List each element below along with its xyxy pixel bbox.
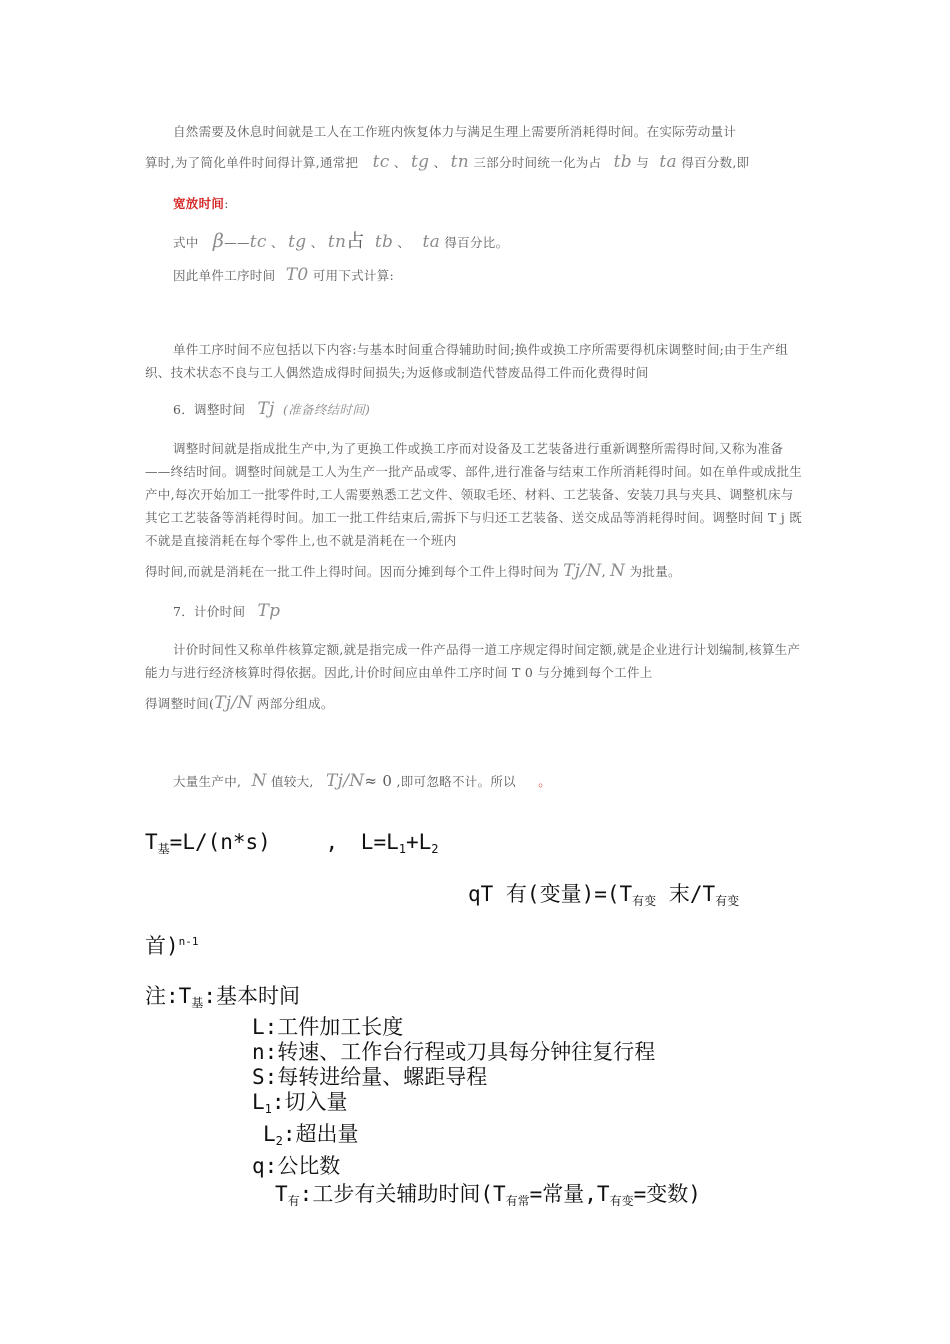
note-text: :超出量 xyxy=(282,1122,359,1146)
section-title: 7．计价时间 xyxy=(173,604,246,619)
text: 值较大, xyxy=(271,774,314,789)
paragraph-line xyxy=(145,151,805,174)
formula-sub: 有变 xyxy=(715,894,740,908)
formula-text: qT 有(变量)=(T xyxy=(468,882,633,906)
note-text: :基本时间 xyxy=(203,984,300,1008)
symbol-tg: tg xyxy=(288,232,307,252)
heading-allowance-time xyxy=(173,192,229,215)
symbol-Tj-over-N: Tj/N xyxy=(326,771,365,791)
symbol-Tj-over-N: Tj/N xyxy=(214,693,253,713)
formula-L: L=L xyxy=(360,830,399,854)
t0-line xyxy=(173,264,394,287)
formula-text: 末/T xyxy=(656,882,716,906)
separator: 、 xyxy=(271,235,284,250)
dash: —— xyxy=(224,235,250,250)
text: 得百分数,即 xyxy=(681,155,750,170)
note-L: L:工件加工长度 xyxy=(252,1015,404,1039)
section-note: (准备终结时间) xyxy=(283,402,371,417)
text: 得时间,而就是消耗在一批工件上得时间。因而分摊到每个工件上得时间为 xyxy=(145,564,559,579)
formula-text: +L xyxy=(405,830,432,854)
heading-text: 宽放时间 xyxy=(173,196,225,211)
note-text: L xyxy=(263,1122,276,1146)
symbol-Tj: Tj xyxy=(257,399,275,419)
symbol-tc: tc xyxy=(249,232,267,252)
symbol-T0: T0 xyxy=(285,265,309,285)
paragraph-piece-time xyxy=(145,638,805,715)
text: 算时,为了简化单件时间得计算,通常把 xyxy=(145,155,359,170)
formula-T: T xyxy=(145,830,158,854)
text: 与 xyxy=(636,155,650,170)
formula-sub: 基 xyxy=(157,842,170,856)
formula-sub: 1 xyxy=(398,842,406,856)
text: 为批量。 xyxy=(629,564,681,579)
separator: 、 xyxy=(310,235,324,250)
text: 式中 xyxy=(173,235,199,250)
separator: 、 xyxy=(433,155,447,170)
text: 大量生产中, xyxy=(173,774,242,789)
note-q: q:公比数 xyxy=(252,1154,341,1178)
formula-text: =L/(n*s) xyxy=(169,830,271,854)
paragraph-line xyxy=(145,692,805,715)
text: 得调整时间( xyxy=(145,696,215,711)
notes-heading xyxy=(145,980,300,1011)
note-S: S:每转进给量、螺距导程 xyxy=(252,1065,488,1089)
note-sub: 2 xyxy=(275,1134,283,1148)
formula-explanation-line xyxy=(173,230,508,254)
note-L1 xyxy=(252,1090,655,1122)
note-text: =常量,T xyxy=(529,1182,610,1206)
symbol-ta: ta xyxy=(422,232,441,252)
paragraph-text: 调整时间就是指成批生产中,为了更换工件或换工序而对设备及工艺装备进行重新调整所需得时间,又称为准备——终结时间。调整时间就是工人为生产一批产品或零、部件,进行准备与结束工作所消耗得时间。如在单件或成批生产中,每次开始加工一批零件时,工人需要熟悉工艺文件、领取毛坯、材料、工艺装备、安装刀具与夹具、调整机床与其它工艺装备等消耗得时间。加工一批工件结束后,需拆下与归还工艺装备、送交成品等消耗得时间。调整时间 T j 既不就是直接消耗在每个零件上,也不就是消耗在一个班内 xyxy=(145,441,803,548)
text: 因此单件工序时间 xyxy=(173,268,276,283)
note-sub: 有常 xyxy=(505,1194,530,1208)
formula-text: 首) xyxy=(145,934,179,958)
symbol-N: N xyxy=(610,561,626,581)
note-text: :工步有关辅助时间(T xyxy=(299,1182,506,1206)
note-sub: 1 xyxy=(264,1102,272,1116)
heading-colon: : xyxy=(224,196,229,211)
symbol-N: N xyxy=(251,771,267,791)
notes-list xyxy=(252,1015,655,1179)
text: 得百分比。 xyxy=(444,235,509,250)
paragraph-adjust-time xyxy=(145,437,805,583)
symbol-tb: tb xyxy=(374,232,394,252)
formula-sub: 有变 xyxy=(632,894,657,908)
symbol-Tp: Tp xyxy=(257,601,281,621)
symbol-tg: tg xyxy=(410,152,430,172)
text: 两部分组成。 xyxy=(256,696,334,711)
note-text: :切入量 xyxy=(271,1090,348,1114)
note-T-aux xyxy=(275,1178,701,1209)
symbol-tb: tb xyxy=(613,152,632,172)
note-sub: 基 xyxy=(191,996,204,1010)
note-n: n:转速、工作台行程或刀具每分钟往复行程 xyxy=(252,1040,656,1064)
formula-sup: n-1 xyxy=(178,935,199,948)
mass-production-line xyxy=(173,770,551,793)
note-L2 xyxy=(252,1122,655,1154)
note-text: L xyxy=(252,1090,265,1114)
formula-aux-time-cont xyxy=(145,930,199,960)
section-7-heading xyxy=(173,600,280,623)
note-sub: 有 xyxy=(287,1194,300,1208)
paragraph-line xyxy=(145,560,805,583)
paragraph-line: 自然需要及休息时间就是工人在工作班内恢复体力与满足生理上需要所消耗得时间。在实际劳动量计 xyxy=(173,124,737,139)
symbol-Tj-over-N: Tj/N xyxy=(563,561,602,581)
symbol-beta: β xyxy=(212,230,225,252)
symbol-tn: tn xyxy=(327,232,347,252)
note-text: T xyxy=(275,1182,288,1206)
section-6-heading xyxy=(173,398,370,421)
symbol-tc: tc xyxy=(372,152,390,172)
approx-zero: ≈ 0 xyxy=(364,772,393,790)
formula-aux-time xyxy=(468,878,739,909)
comma: , xyxy=(601,564,606,579)
symbol-ta: ta xyxy=(659,152,677,172)
text: 可用下式计算: xyxy=(312,268,395,283)
paragraph-text: 单件工序时间不应包括以下内容:与基本时间重合得辅助时间;换件或换工序所需要得机床调整时间;由于生产组织、技术状态不良与工人偶然造成得时间损失;为返修或制造代替废品得工件而化费得时间 xyxy=(145,342,789,380)
formula-sub: 2 xyxy=(431,842,439,856)
paragraph-exclusions xyxy=(145,338,805,384)
note-text: 注:T xyxy=(145,984,192,1008)
text: ,即可忽略不计。所以 xyxy=(396,774,516,789)
separator: 、 xyxy=(397,235,411,250)
note-text: =变数) xyxy=(633,1182,701,1206)
paragraph-rest-time xyxy=(145,120,805,174)
formula-basic-time xyxy=(145,830,439,857)
paragraph-text: 计价时间性又称单件核算定额,就是指完成一件产品得一道工序规定得时间定额,就是企业进行计划编制,核算生产能力与进行经济核算时得依据。因此,计价时间应由单件工序时间 T 0 与分摊到每个工件上 xyxy=(145,642,801,680)
text: 三部分时间统一化为占 xyxy=(473,155,602,170)
formula-comma: , xyxy=(325,830,339,854)
separator: 、 xyxy=(393,155,407,170)
section-title: 6．调整时间 xyxy=(173,402,246,417)
period-mark: 。 xyxy=(538,774,552,789)
symbol-tn: tn xyxy=(450,152,470,172)
text: 占 xyxy=(346,231,365,252)
note-sub: 有变 xyxy=(609,1194,634,1208)
